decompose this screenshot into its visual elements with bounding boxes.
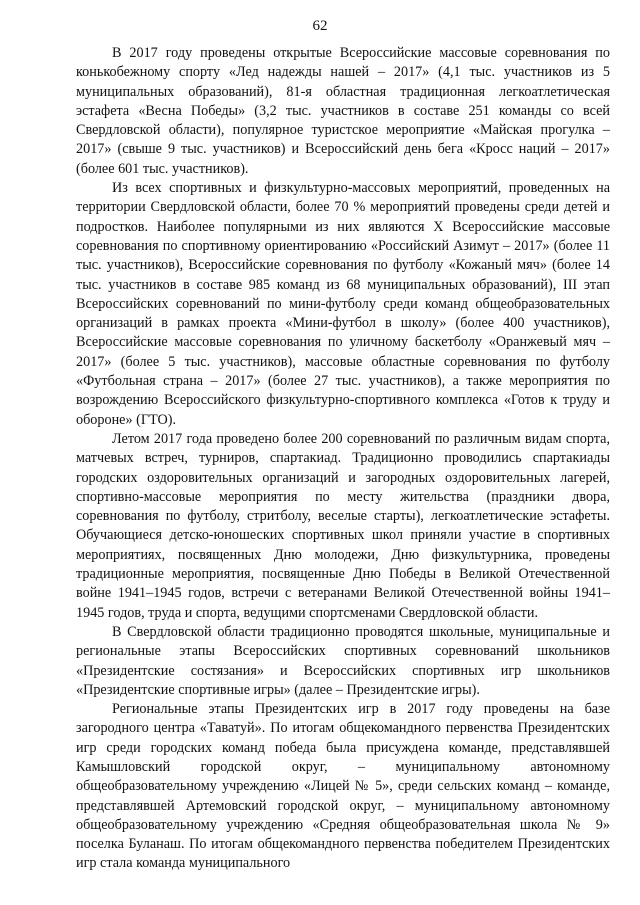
paragraph-1: В 2017 году проведены открытые Всероссийские массовые соревнования по конькобежному спорту «Лед надежды нашей – 2017» (4,1 тыс. участников из 5 муниципальных образований), 81-я областная традиционная легкоатлетическая эстафета «Весна Победы» (3,2 тыс. участников в составе 251 команды со всей Свердловской области), популярное туристское мероприятие «Майская прогулка – 2017» (свыше 9 тыс. участников) и Всероссийский день бега «Кросс наций – 2017» (более 601 тыс. участников). [76, 45, 610, 177]
page-number: 62 [312, 18, 328, 34]
paragraph-4: В Свердловской области традиционно проводятся школьные, муниципальные и региональные этапы Всероссийских спортивных соревнований школьников «Президентские состязания» и Всероссийских спортивных игр школьников «Президентские спортивные игры» (далее – Президентские игры). [76, 623, 610, 698]
paragraph-2: Из всех спортивных и физкультурно-массовых мероприятий, проведенных на территории Свердловской области, более 70 % мероприятий проведены среди детей и подростков. Наиболее популярными из них являются X Всероссийские массовые соревнования по спортивному ориентированию «Российский Азимут – 2017» (более 11 тыс. участников), Всероссийские соревнования по футболу «Кожаный мяч» (более 14 тыс. участников в составе 985 команд из 68 муниципальных образований), III этап Всероссийских соревнований по мини-футболу среди команд общеобразовательных организаций в рамках проекта «Мини-футбол в школу» (более 400 участников), Всероссийские массовые соревнования по уличному баскетболу «Оранжевый мяч – 2017» (более 5 тыс. участников), массовые областные соревнования по футболу «Футбольная страна – 2017» (более 27 тыс. участников), а также мероприятия по возрождению Всероссийского физкультурно-спортивного комплекса «Готов к труду и обороне» (ГТО). [76, 180, 610, 428]
paragraph-5: Региональные этапы Президентских игр в 2017 году проведены на базе загородного центра «Таватуй». По итогам общекомандного первенства Президентских игр среди городских команд победа была присуждена команде, представлявшей Камышловский городской округ, – муниципальному автономному общеобразовательному учреждению «Лицей № 5», среди сельских команд – команде, представлявшей Артемовский городской округ, – муниципальному автономному общеобразовательному учреждению «Средняя общеобразовательная школа № 9» поселка Буланаш. По итогам общекомандного первенства победителем Президентских игр стала команда муниципального [76, 701, 610, 872]
paragraph-3: Летом 2017 года проведено более 200 соревнований по различным видам спорта, матчевых встреч, турниров, спартакиад. Традиционно проводились спартакиады городских оздоровительных организаций и загородных оздоровительных лагерей, спортивно-массовые мероприятия по месту жительства (праздники двора, соревнования по футболу, стритболу, веселые старты), легкоатлетические эстафеты. Обучающиеся детско-юношеских спортивных школ приняли участие в спортивных мероприятиях, посвященных Дню молодежи, Дню физкультурника, проведены традиционные мероприятия, посвященные Дню Победы в Великой Отечественной войне 1941–1945 годов, встречи с ветеранами Великой Отечественной войны 1941–1945 годов, труда и спорта, ведущими спортсменами Свердловской области. [76, 430, 610, 621]
page-body [76, 44, 610, 874]
